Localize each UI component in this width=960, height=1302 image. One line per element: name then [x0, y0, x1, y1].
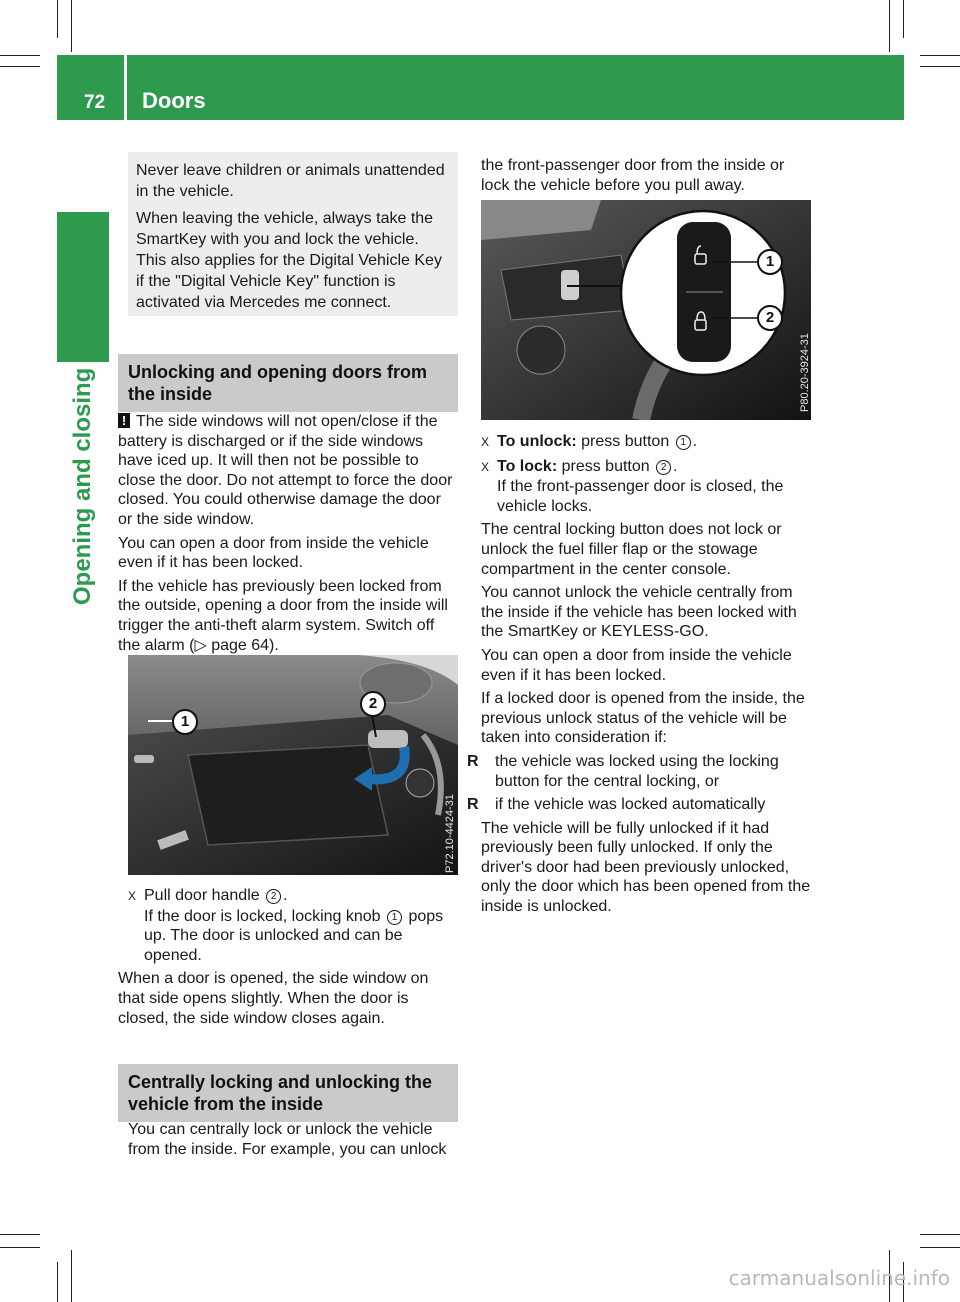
warning-note	[118, 412, 458, 530]
callout-1: 1	[757, 249, 783, 275]
paragraph: You can open a door from inside the vehicle even if it has been locked.	[481, 646, 792, 684]
warning-text: The side windows will not open/close if the battery is discharged or if the side windows have iced up. It will then not be possible to close the door. Do not attempt to force the door closed. You could otherwise damage the door or the side window.	[118, 413, 453, 528]
callout-2: 2	[757, 305, 783, 331]
paragraph: The central locking button does not lock or unlock the fuel filler flap or the stowage compartment in the center console.	[481, 521, 782, 578]
crop-mark	[0, 1234, 40, 1235]
heading-text: Unlocking and opening doors from the inside	[128, 362, 427, 404]
right-column-text	[481, 156, 811, 199]
crop-mark	[920, 1247, 960, 1248]
callout-1: 1	[172, 709, 198, 735]
paragraph: The vehicle will be fully unlocked if it had previously been fully unlocked. If only the driver's door had been previously unlocked, only the door which has been opened from the inside is unlocked.	[481, 819, 811, 916]
ref-2: 2	[656, 460, 671, 475]
left-column-text	[118, 412, 458, 659]
step: X To unlock: press button 1 .	[481, 432, 811, 453]
crop-mark	[920, 55, 960, 56]
paragraph: the front-passenger door from the inside or lock the vehicle before you pull away.	[481, 157, 785, 194]
figure-code: P72.10-4424-31	[444, 794, 456, 873]
crop-mark	[920, 66, 960, 67]
ref-1: 1	[387, 910, 402, 925]
section-heading	[118, 1064, 458, 1122]
watermark: carmanualsonline.info	[728, 1266, 950, 1290]
left-column-text-2	[118, 886, 458, 1032]
crop-mark	[0, 66, 40, 67]
paragraph: You can open a door from inside the vehicle even if it has been locked.	[118, 534, 429, 572]
paragraph: You can centrally lock or unlock the vehicle from the inside. For example, you can unlock	[128, 1121, 447, 1158]
ref-1: 1	[676, 435, 691, 450]
door-handle-figure	[128, 655, 458, 875]
header-divider	[124, 55, 127, 120]
chapter-tab	[57, 212, 109, 362]
right-column-text-2	[467, 432, 811, 921]
crop-mark	[0, 1247, 40, 1248]
central-locking-figure	[481, 200, 811, 420]
crop-mark	[0, 55, 40, 56]
paragraph: You cannot unlock the vehicle centrally from the inside if the vehicle has been locked with the SmartKey or KEYLESS-GO.	[481, 584, 797, 641]
list-item: R the vehicle was locked using the locking button for the central locking, or	[467, 752, 779, 790]
callout-2: 2	[360, 691, 386, 717]
chapter-label: Opening and closing	[69, 367, 96, 605]
section-heading	[118, 354, 458, 412]
info-paragraph: When leaving the vehicle, always take the SmartKey with you and lock the vehicle. This also applies for the Digital Vehicle Key if the "Digital Vehicle Key" function is activated via Mercedes me connect.	[136, 210, 442, 311]
page-number: 72	[84, 92, 106, 113]
list-item: R if the vehicle was locked automatically	[467, 796, 766, 814]
paragraph: If the vehicle has previously been locked from the outside, opening a door from the inside will trigger the anti-theft alarm system. Switch off the alarm (▷ page 64).	[118, 577, 448, 654]
crop-mark	[71, 1250, 72, 1302]
bullet-icon: R	[467, 752, 479, 770]
step-detail: If the door is locked, locking knob 1 pops up. The door is unlocked and can be opened.	[144, 907, 444, 964]
step: X Pull door handle 2 .	[128, 886, 458, 907]
crop-mark	[889, 0, 890, 52]
left-column-text-3	[128, 1120, 458, 1163]
ref-2: 2	[266, 889, 281, 904]
crop-mark	[71, 0, 72, 52]
step-arrow-icon: X	[481, 435, 490, 449]
heading-text: Centrally locking and unlocking the vehicle from the inside	[128, 1072, 433, 1114]
figure-code: P80.20-3924-31	[799, 333, 811, 412]
step-arrow-icon: X	[481, 459, 490, 474]
warning-icon: !	[118, 413, 130, 428]
door-interior-illustration	[128, 655, 458, 875]
step-detail: If the front-passenger door is closed, the vehicle locks.	[497, 478, 784, 515]
crop-mark	[903, 0, 904, 38]
crop-mark	[57, 0, 58, 38]
crop-mark	[920, 1234, 960, 1235]
step-arrow-icon: X	[128, 889, 137, 903]
paragraph: When a door is opened, the side window on that side opens slightly. When the door is closed, the side window closes again.	[118, 970, 429, 1027]
step: X To lock: press button 2 .	[481, 457, 811, 478]
info-paragraph: Never leave children or animals unattended in the vehicle.	[136, 162, 445, 200]
crop-mark	[57, 1262, 58, 1302]
section-title: Doors	[142, 88, 206, 113]
bullet-icon: R	[467, 796, 479, 814]
paragraph: If a locked door is opened from the inside, the previous unlock status of the vehicle will be taken into consideration if:	[481, 690, 805, 747]
info-box	[128, 152, 458, 316]
